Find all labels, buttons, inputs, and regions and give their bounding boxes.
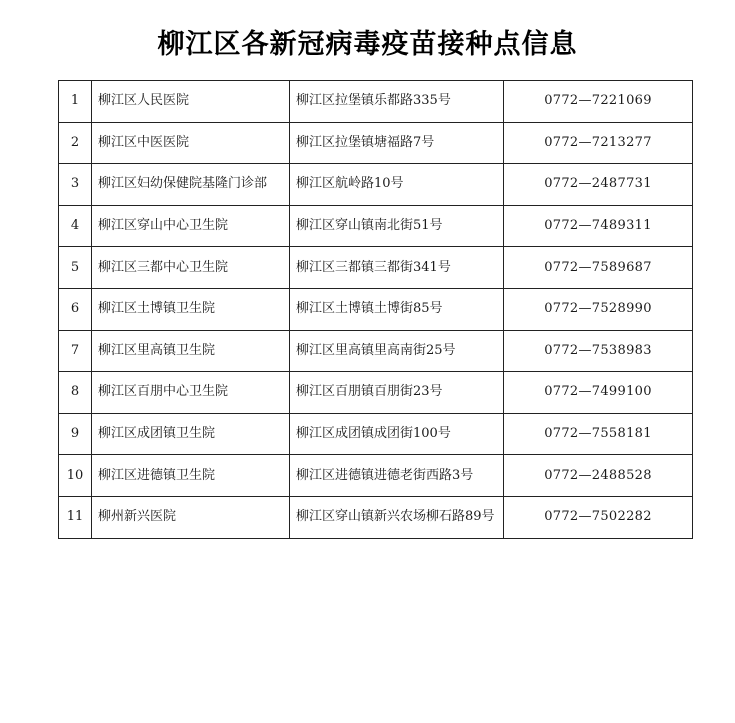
table-row: [59, 81, 693, 123]
site-address: 柳江区百朋镇百朋街23号: [290, 372, 504, 414]
table-row: [59, 122, 693, 164]
row-number: 6: [59, 288, 92, 330]
page-title: 柳江区各新冠病毒疫苗接种点信息: [157, 29, 578, 60]
site-name: 柳江区进德镇卫生院: [92, 455, 290, 497]
site-name: 柳江区成团镇卫生院: [92, 413, 290, 455]
site-phone: 0772—7538983: [504, 330, 693, 372]
site-address: 柳江区里高镇里高南街25号: [290, 330, 504, 372]
site-phone: 0772—7213277: [504, 122, 693, 164]
table-row: [59, 455, 693, 497]
site-address: 柳江区穿山镇南北街51号: [290, 205, 504, 247]
table-row: [59, 205, 693, 247]
site-address: 柳江区成团镇成团街100号: [290, 413, 504, 455]
site-name: 柳江区百朋中心卫生院: [92, 372, 290, 414]
row-number: 2: [59, 122, 92, 164]
site-name: 柳江区中医医院: [92, 122, 290, 164]
site-phone: 0772—7528990: [504, 288, 693, 330]
table-row: [59, 413, 693, 455]
table-row: [59, 496, 693, 538]
site-phone: 0772—7499100: [504, 372, 693, 414]
vaccination-sites-table: [58, 80, 693, 539]
row-number: 4: [59, 205, 92, 247]
site-phone: 0772—7558181: [504, 413, 693, 455]
table-row: [59, 247, 693, 289]
table-row: [59, 372, 693, 414]
row-number: 8: [59, 372, 92, 414]
site-name: 柳江区穿山中心卫生院: [92, 205, 290, 247]
site-name: 柳江区土博镇卫生院: [92, 288, 290, 330]
row-number: 7: [59, 330, 92, 372]
site-name: 柳江区三都中心卫生院: [92, 247, 290, 289]
table-row: [59, 164, 693, 206]
table-row: [59, 288, 693, 330]
table-row: [59, 330, 693, 372]
site-phone: 0772—7489311: [504, 205, 693, 247]
site-phone: 0772—7502282: [504, 496, 693, 538]
row-number: 11: [59, 496, 92, 538]
site-phone: 0772—2488528: [504, 455, 693, 497]
row-number: 9: [59, 413, 92, 455]
site-address: 柳江区穿山镇新兴农场柳石路89号: [290, 496, 504, 538]
row-number: 3: [59, 164, 92, 206]
row-number: 5: [59, 247, 92, 289]
site-address: 柳江区航岭路10号: [290, 164, 504, 206]
site-address: 柳江区拉堡镇乐都路335号: [290, 81, 504, 123]
site-phone: 0772—7589687: [504, 247, 693, 289]
site-address: 柳江区土博镇土博街85号: [290, 288, 504, 330]
site-name: 柳江区里高镇卫生院: [92, 330, 290, 372]
row-number: 1: [59, 81, 92, 123]
site-address: 柳江区拉堡镇塘福路7号: [290, 122, 504, 164]
site-phone: 0772—7221069: [504, 81, 693, 123]
site-name: 柳州新兴医院: [92, 496, 290, 538]
site-address: 柳江区三都镇三都街341号: [290, 247, 504, 289]
site-name: 柳江区妇幼保健院基隆门诊部: [92, 164, 290, 206]
site-phone: 0772—2487731: [504, 164, 693, 206]
site-name: 柳江区人民医院: [92, 81, 290, 123]
site-address: 柳江区进德镇进德老街西路3号: [290, 455, 504, 497]
row-number: 10: [59, 455, 92, 497]
